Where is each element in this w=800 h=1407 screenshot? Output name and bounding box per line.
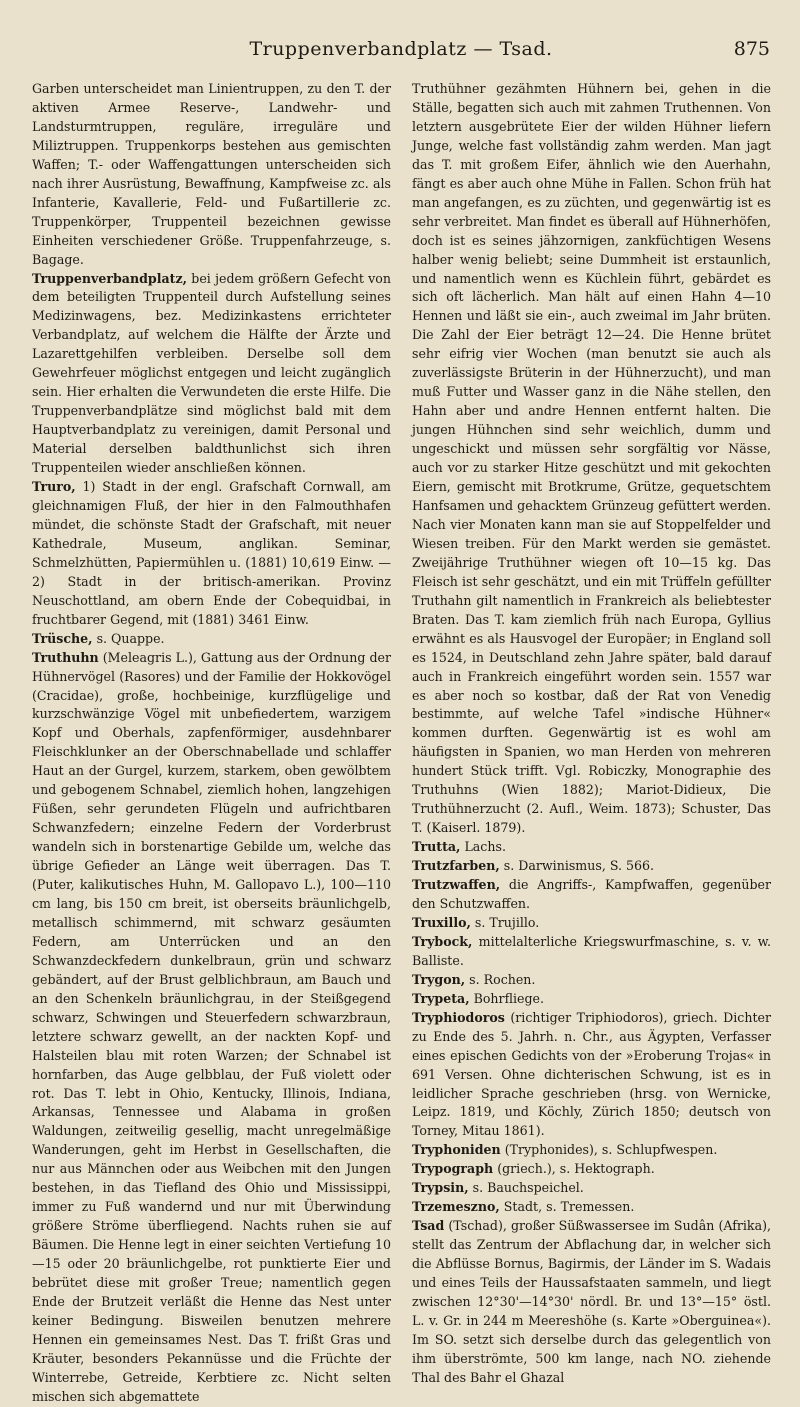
entry-paragraph <box>32 630 391 649</box>
entry-paragraph <box>412 933 771 971</box>
entry-text: Garben unterscheidet man Linientruppen, zu den T. der aktiven Armee Reserve-, Landwehr- und Landsturmtruppen, reguläre, irreguläre und Miliztruppen. Truppenkorps bestehen aus gemischten Waffen; T.- oder Waffengattungen unterscheiden sich nach ihrer Ausrüstung, Bewaffnung, Kampfweise zc. als Infanterie, Kavallerie, Feld- und Fußartillerie zc. Truppenkörper, Truppenteil bezeichnen gewisse Einheiten verschiedener Größe. Truppenfahrzeuge, s. Bagage. <box>32 81 391 267</box>
entry-paragraph <box>412 914 771 933</box>
left-column <box>32 80 391 1407</box>
entry-paragraph <box>32 649 391 1407</box>
running-title: Truppenverbandplatz — Tsad. <box>249 38 553 60</box>
entry-paragraph <box>412 80 771 838</box>
headword: Trutzwaffen, <box>412 877 501 893</box>
entry-text: (Tryphonides), s. Schlupfwespen. <box>500 1142 718 1158</box>
headword: Tryphoniden <box>412 1142 501 1158</box>
entry-paragraph <box>412 1141 771 1160</box>
entry-text: (griech.), s. Hektograph. <box>493 1161 655 1177</box>
entry-text: s. Rochen. <box>465 971 536 987</box>
headword: Trzemeszno, <box>412 1199 500 1215</box>
headword: Trypsin, <box>412 1180 469 1196</box>
entry-text: Bohrfliege. <box>469 990 544 1006</box>
entry-text: s. Trujillo. <box>470 914 540 930</box>
entry-paragraph <box>412 971 771 990</box>
entry-paragraph <box>412 990 771 1009</box>
headword: Truro, <box>32 479 76 495</box>
page-number: 875 <box>733 38 770 60</box>
headword: Truxillo, <box>412 914 471 930</box>
entry-paragraph <box>32 270 391 478</box>
entry-text: s. Quappe. <box>92 630 165 646</box>
entry-text: s. Darwinismus, S. 566. <box>499 858 655 874</box>
headword: Tryphiodoros <box>412 1009 505 1025</box>
entry-paragraph <box>412 1217 771 1388</box>
headword: Trutta, <box>412 839 461 855</box>
entry-text: (Tschad), großer Süßwassersee im Sudân (Afrika), stellt das Zentrum der Abflachung dar, in welcher sich die Abflüsse Bornus, Bagirmis, der Länder im S. Wadais und eines Teils der Haussafstaaten sammeln, und liegt zwischen 12°30'—14°30' nördl. Br. und 13°—15° östl. L. v. Gr. in 244 m Meereshöhe (s. Karte »Oberguinea«). Im SO. setzt sich derselbe durch das gelegentlich von ihm überströmte, 500 km lange, nach NO. ziehende Thal des Bahr el Ghazal <box>412 1218 771 1385</box>
entry-text: die Angriffs-, Kampfwaffen, gegenüber den Schutzwaffen. <box>412 877 771 911</box>
headword: Trüsche, <box>32 630 93 646</box>
entry-paragraph <box>412 1198 771 1217</box>
headword: Trypeta, <box>412 990 470 1006</box>
right-column <box>412 80 771 1388</box>
entry-text: 1) Stadt in der engl. Grafschaft Cornwall, am gleichnamigen Fluß, der hier in den Falmouthhafen mündet, die schönste Stadt der Grafschaft, mit neuer Kathedrale, Museum, anglikan. Seminar, Schmelzhütten, Papiermühlen u. (1881) 10,619 Einw. — 2) Stadt in der britisch-amerikan. Provinz Neuschottland, am obern Ende der Cobequidbai, in fruchtbarer Gegend, mit (1881) 3461 Einw. <box>32 479 391 627</box>
entry-paragraph <box>32 478 391 630</box>
entry-paragraph <box>32 80 391 270</box>
headword: Truthuhn <box>32 649 99 665</box>
entry-paragraph <box>412 857 771 876</box>
entry-paragraph <box>412 1160 771 1179</box>
headword: Trutzfarben, <box>412 858 500 874</box>
entry-paragraph <box>412 838 771 857</box>
entry-text: mittelalterliche Kriegswurfmaschine, s. v. w. Balliste. <box>412 933 771 968</box>
entry-paragraph <box>412 1179 771 1198</box>
page-header <box>32 38 770 68</box>
entry-text: (Meleagris L.), Gattung aus der Ordnung der Hühnervögel (Rasores) und der Familie der Hokkovögel (Cracidae), große, hochbeinige, kurzflügelige und kurzschwänzige Vögel mit unbefiedertem, warzigem Kopf und Oberhals, zapfenförmiger, ausdehnbarer Fleischklunker an der Oberschnabellade und schlaffer Haut an der Gurgel, kurzem, starkem, oben gewölbtem und gebogenem Schnabel, ziemlich hohen, langzehigen Füßen, sehr gerundeten Flügeln und aufrichtbaren Schwanzfedern; einzelne Federn der Vorderbrust wandeln sich in borstenartige Gebilde um, welche das übrige Gefieder an Länge weit überragen. Das T. (Puter, kalikutisches Huhn, M. Gallopavo L.), 100—110 cm lang, bis 150 cm breit, ist oberseits bräunlichgelb, metallisch schimmernd, mit schwarz gesäumten Federn, am Unterrücken und an den Schwanzdeckfedern dunkelbraun, grün und schwarz gebändert, auf der Brust gelblichbraun, am Bauch und an den Schenkeln bräunlichgrau, in der Steißgegend schwarz, Schwingen und Steuerfedern schwarzbraun, letztere schwarz gewellt, an der nackten Kopf- und Halsteilen blau mit roten Warzen; der Schnabel ist hornfarben, das Auge gelbblau, der Fuß violett oder rot. Das T. lebt in Ohio, Kentucky, Illinois, Indiana, Arkansas, Tennessee und Alabama in großen Waldungen, zeitweilig gesellig, macht unregelmäßige Wanderungen, geht im Herbst in Gesellschaften, die nur aus Männchen oder aus Weibchen mit den Jungen bestehen, in das Tiefland des Ohio und Mississippi, immer zu Fuß wandernd und nur mit Überwindung größere Ströme überfliegend. Nachts ruhen sie auf Bäumen. Die Henne legt in einer seichten Vertiefung 10—15 oder 20 bräunlichgelbe, rot punktierte Eier und bebrütet diese mit großer Treue; namentlich gegen Ende der Brutzeit verläßt die Henne das Nest unter keiner Bedingung. Bisweilen benutzen mehrere Hennen ein gemeinsames Nest. Das T. frißt Gras und Kräuter, besonders Pekannüsse und die Früchte der Winterrebe, Getreide, Kerbtiere zc. Nicht selten mischen sich abgemattete <box>32 649 391 1404</box>
entry-text: bei jedem größern Gefecht von dem beteiligten Truppenteil durch Aufstellung seines Medizinwagens, bez. Medizinkastens errichteter Verbandplatz, auf welchem die Hälfte der Ärzte und Lazarettgehilfen verbleiben. Derselbe soll dem Gewehrfeuer möglichst entgegen und leicht zugänglich sein. Hier erhalten die Verwundeten die erste Hilfe. Die Truppenverbandplätze sind möglichst bald mit dem Hauptverbandplatz zu vereinigen, damit Personal und Material derselben baldthunlichst sich ihren Truppenteilen wieder anschließen können. <box>32 270 391 476</box>
entry-text: Lachs. <box>460 839 506 855</box>
headword: Tsad <box>412 1218 445 1234</box>
entry-paragraph <box>412 876 771 914</box>
entry-text: Truthühner gezähmten Hühnern bei, gehen in die Ställe, begatten sich auch mit zahmen Truthennen. Von letztern ausgebrütete Eier der wilden Hühner liefern Junge, welche fast vollständig zahm werden. Man jagt das T. mit großem Eifer, ähnlich wie den Auerhahn, fängt es aber auch ohne Mühe in Fallen. Schon früh hat man angefangen, es zu züchten, und gegenwärtig ist es sehr verbreitet. Man findet es überall auf Hühnerhöfen, doch ist es seines jähzornigen, zankfüchtigen Wesens halber wenig beliebt; seine Dummheit ist erstaunlich, und namentlich wenn es Küchlein führt, gebärdet es sich oft lächerlich. Man hält auf einen Hahn 4—10 Hennen und läßt sie ein-, auch zweimal im Jahr brüten. Die Zahl der Eier beträgt 12—24. Die Henne brütet sehr eifrig vier Wochen (man benutzt sie auch als zuverlässigste Brüterin in der Hühnerzucht), und man muß Futter und Wasser ganz in die Nähe stellen, den Hahn aber und andre Hennen entfernt halten. Die jungen Hühnchen sind sehr weichlich, dumm und ungeschickt und müssen sehr sorgfältig vor Nässe, auch vor zu starker Hitze geschützt und mit gekochten Eiern, gemischt mit Brotkrume, Grütze, gequetschtem Hanfsamen und gehacktem Grünzeug gefüttert werden. Nach vier Monaten kann man sie auf Stoppelfelder und Wiesen treiben. Für den Markt werden sie gemästet. Zweijährige Truthühner wiegen oft 10—15 kg. Das Fleisch ist sehr geschätzt, und ein mit Trüffeln gefüllter Truthahn gilt namentlich in Frankreich als beliebtester Braten. Das T. kam ziemlich früh nach Europa, Gyllius erwähnt es als Hausvogel der Europäer; in England soll es 1524, in Deutschland zehn Jahre später, bald darauf auch in Frankreich eingeführt worden sein. 1557 war es aber noch so kostbar, daß der Rat von Venedig bestimmte, auf welche Tafel »indische Hühner« kommen durften. Gegenwärtig ist es wohl am häufigsten in Spanien, wo man Herden von mehreren hundert Stück trifft. Vgl. Robiczky, Monographie des Truthuhns (Wien 1882); Mariot-Didieux, Die Truthühnerzucht (2. Aufl., Weim. 1873); Schuster, Das T. (Kaiserl. 1879). <box>412 81 771 836</box>
headword: Trybock, <box>412 933 473 949</box>
headword: Trypograph <box>412 1161 494 1177</box>
entry-text: Stadt, s. Tremessen. <box>499 1199 635 1215</box>
headword: Truppenverbandplatz, <box>32 270 188 286</box>
headword: Trygon, <box>412 971 466 987</box>
entry-text: s. Bauchspeichel. <box>468 1180 584 1196</box>
entry-text: (richtiger Triphiodoros), griech. Dichter zu Ende des 5. Jahrh. n. Chr., aus Ägypten, Verfasser eines epischen Gedichts von der »Eroberung Trojas« in 691 Versen. Ohne dichterischen Schwung, ist es in leidlicher Sprache geschrieben (hrsg. von Wernicke, Leipz. 1819, und Köchly, Zürich 1850; deutsch von Torney, Mitau 1861). <box>412 1009 771 1139</box>
entry-paragraph <box>412 1009 771 1142</box>
